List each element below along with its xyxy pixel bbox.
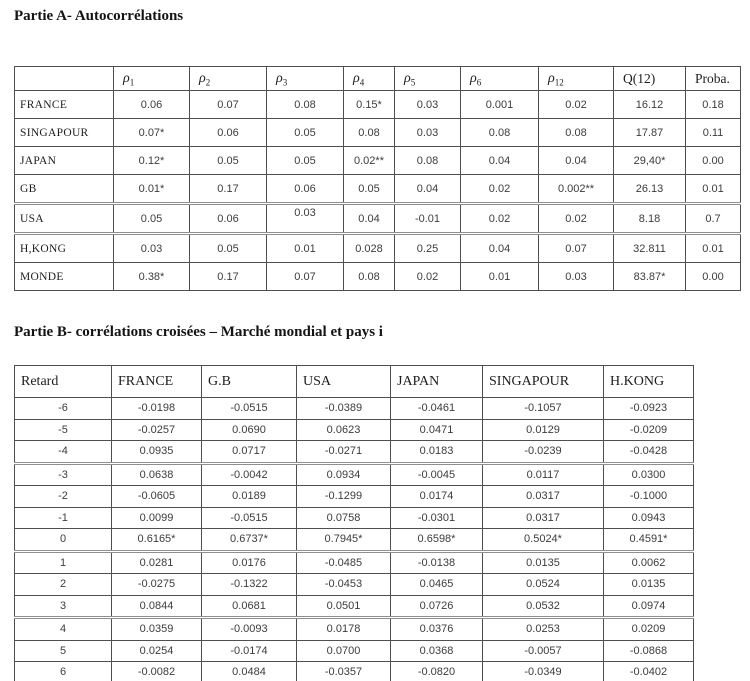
column-header: USA — [297, 366, 391, 398]
value-cell: 0.08 — [461, 119, 539, 147]
row-label: USA — [15, 204, 114, 234]
value-cell: 0.0501 — [297, 595, 391, 618]
table-row — [15, 147, 741, 175]
value-cell: -0.1322 — [202, 574, 297, 596]
table-row — [15, 91, 741, 119]
value-cell: 0.0174 — [391, 486, 483, 508]
value-cell: 0.4591* — [604, 529, 694, 552]
value-cell: 0.25 — [395, 234, 461, 263]
value-cell: -0.0275 — [112, 574, 202, 596]
value-cell: 0.0317 — [483, 507, 604, 529]
value-cell: -0.0082 — [112, 662, 202, 681]
value-cell: 26.13 — [614, 175, 686, 204]
value-cell: 0.04 — [344, 204, 395, 234]
retard-cell: 3 — [15, 595, 112, 618]
column-header: JAPAN — [391, 366, 483, 398]
value-cell: -0.0349 — [483, 662, 604, 681]
value-cell: 0.0934 — [297, 463, 391, 486]
value-cell: 0.07* — [114, 119, 190, 147]
value-cell: -0.0357 — [297, 662, 391, 681]
row-label: FRANCE — [15, 91, 114, 119]
value-cell: 0.0638 — [112, 463, 202, 486]
value-cell: 0.0700 — [297, 640, 391, 662]
row-label: JAPAN — [15, 147, 114, 175]
value-cell: 0.05 — [190, 147, 267, 175]
value-cell: 0.08 — [344, 263, 395, 291]
retard-cell: -1 — [15, 507, 112, 529]
value-cell: -0.1000 — [604, 486, 694, 508]
value-cell: 0.05 — [267, 147, 344, 175]
retard-cell: -2 — [15, 486, 112, 508]
value-cell: 0.002** — [539, 175, 614, 204]
row-label: H,KONG — [15, 234, 114, 263]
value-cell: 0.0135 — [483, 551, 604, 574]
table-row — [15, 441, 694, 464]
value-cell: -0.0389 — [297, 398, 391, 420]
value-cell: 8.18 — [614, 204, 686, 234]
value-cell: 0.06 — [190, 119, 267, 147]
value-cell: 0.07 — [190, 91, 267, 119]
value-cell: -0.0923 — [604, 398, 694, 420]
value-cell: 0.0717 — [202, 441, 297, 464]
value-cell: 0.0254 — [112, 640, 202, 662]
section-a-title: Partie A- Autocorrélations — [14, 8, 184, 24]
value-cell: 0.06 — [267, 175, 344, 204]
value-cell: 0.0758 — [297, 507, 391, 529]
retard-cell: -5 — [15, 419, 112, 441]
table-row — [15, 551, 694, 574]
value-cell: -0.0820 — [391, 662, 483, 681]
value-cell: 0.03 — [114, 234, 190, 263]
table-a-header-row — [15, 67, 741, 91]
value-cell: 0.17 — [190, 263, 267, 291]
rho-3-column-header: $\rho_3$ — [267, 67, 344, 91]
table-row — [15, 263, 741, 291]
value-cell: 0.04 — [395, 175, 461, 204]
value-cell: 0.0844 — [112, 595, 202, 618]
value-cell: 0.03 — [267, 204, 344, 234]
value-cell: -0.0239 — [483, 441, 604, 464]
value-cell: 0.01 — [267, 234, 344, 263]
value-cell: 0.0681 — [202, 595, 297, 618]
value-cell: 17.87 — [614, 119, 686, 147]
value-cell: 0.0117 — [483, 463, 604, 486]
table-row — [15, 175, 741, 204]
value-cell: 0.0368 — [391, 640, 483, 662]
value-cell: 0.0532 — [483, 595, 604, 618]
column-header: Proba. — [686, 67, 741, 91]
table-row — [15, 618, 694, 641]
value-cell: -0.0198 — [112, 398, 202, 420]
value-cell: 0.6165* — [112, 529, 202, 552]
value-cell: 0.01 — [461, 263, 539, 291]
value-cell: -0.1057 — [483, 398, 604, 420]
column-header: Retard — [15, 366, 112, 398]
value-cell: 0.38* — [114, 263, 190, 291]
value-cell: 0.6598* — [391, 529, 483, 552]
value-cell: -0.0042 — [202, 463, 297, 486]
value-cell: 0.0209 — [604, 618, 694, 641]
value-cell: 0.04 — [461, 234, 539, 263]
retard-cell: -4 — [15, 441, 112, 464]
value-cell: 0.07 — [539, 234, 614, 263]
row-label: MONDE — [15, 263, 114, 291]
autocorrelations-table — [14, 66, 741, 291]
table-row — [15, 574, 694, 596]
value-cell: 0.05 — [344, 175, 395, 204]
value-cell: -0.0057 — [483, 640, 604, 662]
value-cell: 16.12 — [614, 91, 686, 119]
value-cell: -0.0453 — [297, 574, 391, 596]
value-cell: 0.0178 — [297, 618, 391, 641]
rho-2-column-header: $\rho_2$ — [190, 67, 267, 91]
retard-cell: 6 — [15, 662, 112, 681]
rho-1-column-header: $\rho_1$ — [114, 67, 190, 91]
value-cell: -0.0301 — [391, 507, 483, 529]
value-cell: 0.0129 — [483, 419, 604, 441]
value-cell: 0.0281 — [112, 551, 202, 574]
value-cell: 0.0935 — [112, 441, 202, 464]
value-cell: 0.08 — [395, 147, 461, 175]
value-cell: 0.028 — [344, 234, 395, 263]
value-cell: -0.0138 — [391, 551, 483, 574]
value-cell: 0.0471 — [391, 419, 483, 441]
value-cell: -0.0209 — [604, 419, 694, 441]
value-cell: 0.07 — [267, 263, 344, 291]
value-cell: 0.0623 — [297, 419, 391, 441]
retard-cell: -6 — [15, 398, 112, 420]
value-cell: 0.0062 — [604, 551, 694, 574]
value-cell: 0.0524 — [483, 574, 604, 596]
column-header: G.B — [202, 366, 297, 398]
cross-correlations-table — [14, 365, 694, 681]
value-cell: 0.06 — [190, 204, 267, 234]
rho-4-column-header: $\rho_4$ — [344, 67, 395, 91]
value-cell: 0.11 — [686, 119, 741, 147]
retard-cell: 0 — [15, 529, 112, 552]
value-cell: 0.0253 — [483, 618, 604, 641]
table-row — [15, 595, 694, 618]
value-cell: -0.0461 — [391, 398, 483, 420]
value-cell: 32.811 — [614, 234, 686, 263]
value-cell: 0.0189 — [202, 486, 297, 508]
value-cell: 0.0465 — [391, 574, 483, 596]
column-header: FRANCE — [112, 366, 202, 398]
value-cell: -0.0515 — [202, 398, 297, 420]
value-cell: 0.0300 — [604, 463, 694, 486]
table-row — [15, 486, 694, 508]
value-cell: 0.02 — [395, 263, 461, 291]
column-header: Q(12) — [614, 67, 686, 91]
value-cell: 0.17 — [190, 175, 267, 204]
value-cell: 0.01 — [686, 175, 741, 204]
value-cell: 0.00 — [686, 263, 741, 291]
table-row — [15, 507, 694, 529]
value-cell: 0.05 — [267, 119, 344, 147]
value-cell: 0.01 — [686, 234, 741, 263]
value-cell: 0.08 — [539, 119, 614, 147]
value-cell: 0.03 — [395, 91, 461, 119]
table-row — [15, 662, 694, 681]
value-cell: 0.15* — [344, 91, 395, 119]
table-row — [15, 398, 694, 420]
value-cell: 0.04 — [461, 147, 539, 175]
value-cell: -0.0174 — [202, 640, 297, 662]
value-cell: 0.0183 — [391, 441, 483, 464]
value-cell: 0.18 — [686, 91, 741, 119]
value-cell: -0.0605 — [112, 486, 202, 508]
value-cell: 0.0099 — [112, 507, 202, 529]
value-cell: 0.0484 — [202, 662, 297, 681]
value-cell: -0.0485 — [297, 551, 391, 574]
value-cell: 0.05 — [190, 234, 267, 263]
value-cell: 0.08 — [344, 119, 395, 147]
value-cell: 0.06 — [114, 91, 190, 119]
value-cell: -0.0428 — [604, 441, 694, 464]
table-row — [15, 529, 694, 552]
value-cell: 0.6737* — [202, 529, 297, 552]
table-row — [15, 640, 694, 662]
value-cell: 0.0690 — [202, 419, 297, 441]
value-cell: 0.08 — [267, 91, 344, 119]
table-row — [15, 119, 741, 147]
section-b-title: Partie B- corrélations croisées – Marché mondial et pays i — [14, 324, 383, 340]
row-label: SINGAPOUR — [15, 119, 114, 147]
value-cell: 0.05 — [114, 204, 190, 234]
value-cell: 0.00 — [686, 147, 741, 175]
value-cell: 0.03 — [395, 119, 461, 147]
retard-cell: -3 — [15, 463, 112, 486]
value-cell: 0.0359 — [112, 618, 202, 641]
retard-cell: 1 — [15, 551, 112, 574]
value-cell: 29,40* — [614, 147, 686, 175]
value-cell: -0.01 — [395, 204, 461, 234]
value-cell: 0.02 — [539, 91, 614, 119]
table-b-header-row — [15, 366, 694, 398]
value-cell: 0.03 — [539, 263, 614, 291]
value-cell: -0.0093 — [202, 618, 297, 641]
rho-12-column-header: $\rho_{12}$ — [539, 67, 614, 91]
value-cell: 0.0726 — [391, 595, 483, 618]
column-header: H.KONG — [604, 366, 694, 398]
value-cell: 0.0317 — [483, 486, 604, 508]
value-cell: 0.5024* — [483, 529, 604, 552]
rho-6-column-header: $\rho_6$ — [461, 67, 539, 91]
value-cell: 0.12* — [114, 147, 190, 175]
value-cell: -0.1299 — [297, 486, 391, 508]
value-cell: -0.0868 — [604, 640, 694, 662]
value-cell: -0.0045 — [391, 463, 483, 486]
value-cell: 0.001 — [461, 91, 539, 119]
table-row — [15, 234, 741, 263]
value-cell: 0.02 — [461, 204, 539, 234]
value-cell: 0.02 — [539, 204, 614, 234]
row-label: GB — [15, 175, 114, 204]
value-cell: -0.0257 — [112, 419, 202, 441]
rho-5-column-header: $\rho_5$ — [395, 67, 461, 91]
corner-cell — [15, 67, 114, 91]
value-cell: 0.01* — [114, 175, 190, 204]
retard-cell: 4 — [15, 618, 112, 641]
table-row — [15, 463, 694, 486]
value-cell: -0.0402 — [604, 662, 694, 681]
value-cell: 0.0974 — [604, 595, 694, 618]
table-row — [15, 419, 694, 441]
value-cell: 0.0376 — [391, 618, 483, 641]
value-cell: 0.0943 — [604, 507, 694, 529]
value-cell: 0.0135 — [604, 574, 694, 596]
value-cell: 0.02 — [461, 175, 539, 204]
retard-cell: 5 — [15, 640, 112, 662]
column-header: SINGAPOUR — [483, 366, 604, 398]
value-cell: 0.04 — [539, 147, 614, 175]
value-cell: 0.7945* — [297, 529, 391, 552]
value-cell: 0.02** — [344, 147, 395, 175]
retard-cell: 2 — [15, 574, 112, 596]
value-cell: 0.0176 — [202, 551, 297, 574]
value-cell: -0.0271 — [297, 441, 391, 464]
value-cell: 83.87* — [614, 263, 686, 291]
table-row — [15, 204, 741, 234]
value-cell: 0.7 — [686, 204, 741, 234]
value-cell: -0.0515 — [202, 507, 297, 529]
